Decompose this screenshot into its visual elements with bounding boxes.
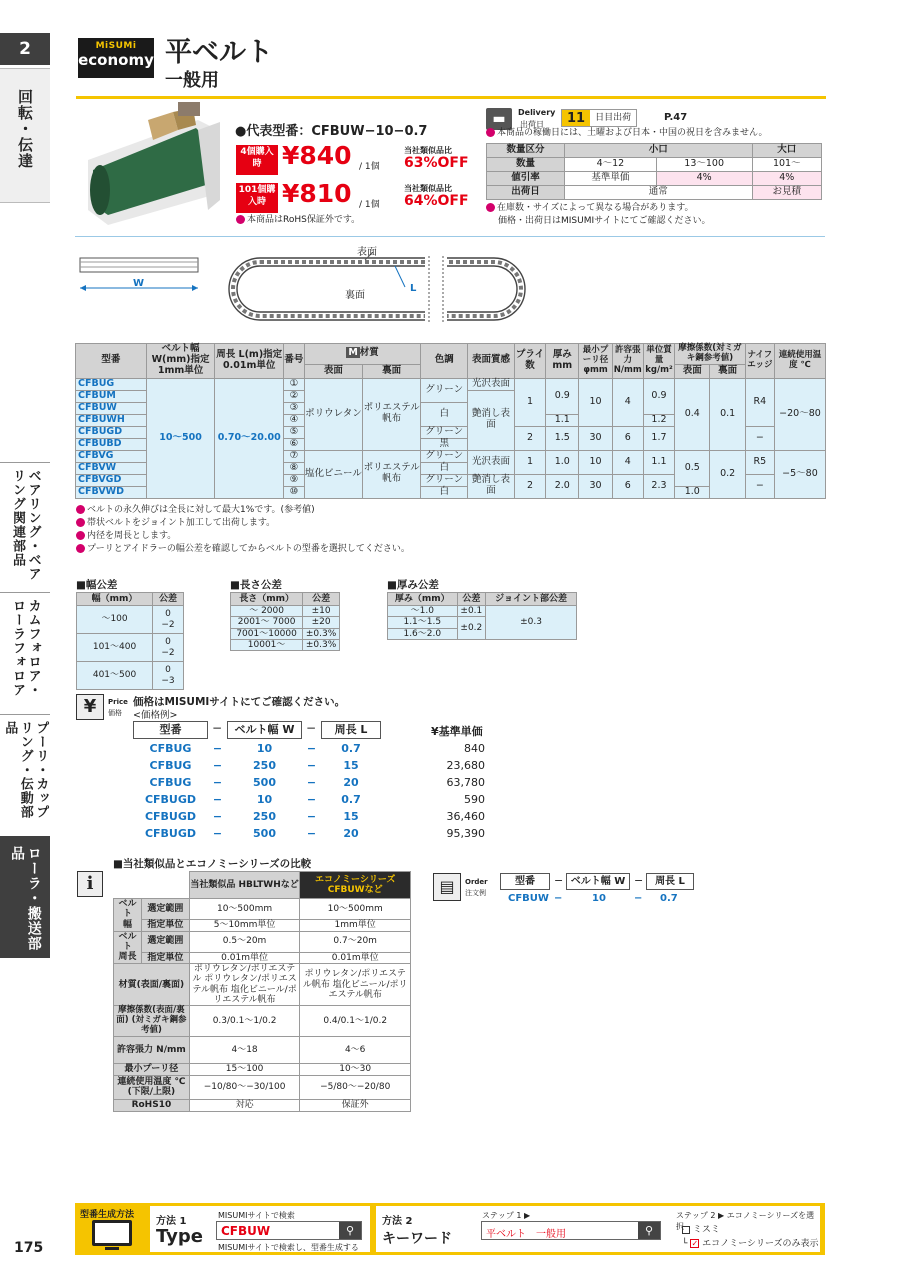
price-sublabel: 価格 xyxy=(108,709,122,717)
search-icon[interactable]: ⚲ xyxy=(638,1222,660,1239)
thickness-tolerance-table: 厚み（mm） 公差 ジョイント部公差 〜1.0 ±0.1 ±0.3 1.1〜1.5 ±0.2 1.6〜2.0 xyxy=(387,592,577,640)
side-tab-roller[interactable] xyxy=(0,836,50,958)
note-icon xyxy=(486,203,495,212)
price-header: 型番 − ベルト幅 W − 周長 L ¥基準単価 xyxy=(133,721,493,739)
spec-notes: ベルトの永久伸びは全長に対して最大1%です。(参考値) 帯状ベルトをジョイント加工して出荷します。 内径を周長とします。 プーリとアイドラーの幅公差を確認してからベルトの型番を選択してください。 xyxy=(76,504,410,556)
comparison-table: 当社類似品 HBLTWHなど エコノミーシリーズ CFBUWなど ベルト 選定範囲 10〜500mm 10〜500mm 幅 指定単位 5〜10mm単位 1mm単位 ベルト 選定範囲 0.5〜20m 0.7〜20m 周長 指定単位 0.01m単位 0.01m単位 材質(表面/裏面) ポリウレタン/ポリエステル ポリウレタン/ポリエステル帆布 塩化ビニール/ポリエステル帆布 ポリウレタン/ポリエステル帆布 塩化ビニール/ポリエステル帆布 摩擦係数(表面/裏面) (対ミガキ鋼参考値) 0.3/0.1〜1/0.2 0.4/0.1〜1/0.2 許容張力 N/mm 4〜18 4〜6 最小プーリ径 15〜100 10〜30 連続使用温度 ℃ (下限/上限) −10/80〜−30/100 −5/80〜−20/80 RoHS10 対応 保証外 xyxy=(113,871,411,1112)
chapter-number: 2 xyxy=(19,39,31,59)
price-label: Price xyxy=(108,698,128,706)
monitor-stand xyxy=(105,1247,119,1250)
rohs-note: 本商品はRoHS保証外です。 xyxy=(236,214,360,227)
thickness-tolerance-title: ■厚み公差 xyxy=(387,579,439,591)
method-label: 型番生成方法 xyxy=(80,1210,135,1220)
outer-surface-label: 表面 xyxy=(357,247,377,258)
method-2-box: 方法 2 キーワード ステップ 1 ▶ 平ベルト 一般用 ⚲ ステップ 2 ▶ エコノミーシリーズを選択 ミスミ └ ✓ エコノミーシリーズのみ表示 xyxy=(376,1206,820,1252)
search-icon[interactable]: ⚲ xyxy=(339,1222,361,1239)
truck-icon: ▬ xyxy=(486,108,512,130)
width-label: W xyxy=(133,278,145,289)
note-icon xyxy=(236,215,245,224)
side-tab-bearing[interactable] xyxy=(0,462,50,587)
info-icon: i xyxy=(77,871,103,897)
delivery-label: Delivery xyxy=(518,108,556,117)
price-tier-1 xyxy=(236,143,468,177)
compare-label: 当社類似品比 xyxy=(404,184,452,193)
length-tolerance-title: ■長さ公差 xyxy=(230,579,282,591)
chapter-tab[interactable] xyxy=(0,33,50,65)
price-tier-2 xyxy=(236,181,468,215)
side-tab-rotation[interactable] xyxy=(0,68,50,203)
delivery-footnote: 在庫数・サイズによって異なる場合があります。 価格・出荷日はMISUMIサイトにてご確認ください。 xyxy=(486,202,826,228)
monitor-icon xyxy=(92,1220,132,1246)
width-tolerance-table: 幅（mm） 公差 〜100 0 −2 101〜400 0 −2 401〜500 0 −3 xyxy=(76,592,184,690)
side-tab-label: カムフォロア・ローラフォロア xyxy=(10,599,41,697)
option-misumi[interactable]: ミスミ xyxy=(682,1222,720,1235)
page-title: 平ベルト xyxy=(165,37,273,68)
side-tab-label: プーリ・カップリング・伝動部品 xyxy=(2,721,49,819)
note-icon xyxy=(76,518,85,527)
m-icon: M xyxy=(348,347,358,359)
belt-conveyor-image xyxy=(78,100,228,228)
delivery-note: 本商品の稼働日には、土曜および日本・中国の祝日を含みません。 xyxy=(486,127,826,140)
order-example-values: CFBUW − 10 − 0.7 xyxy=(508,893,678,904)
delivery-table: 数量区分 小口 大口 数量 4〜12 13〜100 101〜 値引率 基準単価 4% 4% 出荷日 通常 お見積 xyxy=(486,143,822,200)
length-tolerance-table: 長さ（mm） 公差 〜 2000 ±10 2001〜 7000 ±20 7001〜10000 ±0.3% 10001〜 ±0.3% xyxy=(230,592,340,651)
price-title: 価格はMISUMIサイトにてご確認ください。 xyxy=(133,696,346,708)
order-sublabel: 注文例 xyxy=(465,889,486,897)
comparison-title: ■当社類似品とエコノミーシリーズの比較 xyxy=(113,858,312,870)
order-label: Order xyxy=(465,878,488,886)
discount-rate: 63%OFF xyxy=(404,155,469,171)
side-tab-pulley[interactable] xyxy=(0,714,50,832)
price-icon: ¥ xyxy=(76,694,104,720)
page-subtitle: 一般用 xyxy=(165,70,219,91)
width-tolerance-title: ■幅公差 xyxy=(76,579,118,591)
note-icon xyxy=(76,505,85,514)
length-label: L xyxy=(410,283,417,294)
side-tab-cam[interactable] xyxy=(0,592,50,710)
checkbox-icon[interactable] xyxy=(682,1226,690,1234)
representative-model: ●代表型番：CFBUW−10−0.7 xyxy=(235,124,428,139)
unit-price: ¥840 xyxy=(282,141,352,170)
page-reference: P.47 xyxy=(664,112,688,123)
unit-label: / 1個 xyxy=(359,200,380,210)
belt-cross-section xyxy=(75,250,205,300)
side-tab-label: 回転・伝達 xyxy=(16,89,34,169)
side-tab-label: ローラ・搬送部品 xyxy=(9,846,42,951)
option-economy[interactable]: └ ✓ エコノミーシリーズのみ表示 xyxy=(682,1239,819,1249)
compare-label: 当社類似品比 xyxy=(404,146,452,155)
search-input[interactable]: CFBUW ⚲ xyxy=(216,1221,362,1240)
checked-checkbox-icon[interactable]: ✓ xyxy=(691,1239,699,1248)
note-icon xyxy=(76,531,85,540)
keyword-input[interactable]: 平ベルト 一般用 ⚲ xyxy=(481,1221,661,1240)
delivery-days: 11 日目出荷 xyxy=(561,109,637,127)
misumi-economy-logo: MiSUMi economy xyxy=(78,38,154,78)
note-icon xyxy=(486,128,495,137)
side-tab-label: ベアリング・ベアリング関連部品 xyxy=(10,469,41,581)
note-icon xyxy=(76,544,85,553)
method-1-box: 方法 1 Type MISUMIサイトで検索 CFBUW ⚲ MISUMIサイトで検索し、型番生成する xyxy=(150,1206,370,1252)
qty-badge: 101個購入時 xyxy=(236,183,278,213)
order-header: 型番 − ベルト幅 W − 周長 L xyxy=(500,873,690,890)
discount-rate: 64%OFF xyxy=(404,193,469,209)
unit-label: / 1個 xyxy=(359,162,380,172)
inner-surface-label: 裏面 xyxy=(345,290,365,301)
price-example-table: CFBUG − 10 − 0.7 840 CFBUG − 250 − 15 23,680 CFBUG − 500 − 20 63,780 CFBUGD − 10 − 0.7 590 CFBUGD − 250 − 15 36,460 CFBUGD − 500 − 20 95,390 xyxy=(144,742,485,841)
price-example-label: <価格例> xyxy=(133,710,178,721)
unit-price: ¥810 xyxy=(282,179,352,208)
page-number: 175 xyxy=(14,1240,44,1256)
spec-table: 型番 ベルト幅 W(mm)指定1mm単位 周長 L(m)指定0.01m単位 番号 M 材質 色調 表面質感 プライ数 厚み mm 最小プーリ径 φmm 許容張力 N/mm 単位質量 kg/m² 摩擦係数(対ミガキ鋼参考値) ナイフエッジ 連続使用温度 ℃ 表面 裏面 表面 裏面 CFBUG 10〜500 0.70〜20.00 ① ポリウレタン ポリエステル帆布 グリーン 光沢表面 1 0.9 10 4 0.9 0.4 0.1 R4 −20〜80 CFBUM ② 艶消し表面 CFBUW ③ 白 CFBUWH ④ 1.1 1.2 CFBUGD ⑤ グリーン 2 1.5 30 6 1.7 − CFBUBD ⑥ 黒 CFBVG ⑦ 塩化ビニール ポリエステル帆布 グリーン 光沢表面 1 1.0 10 4 1.1 0.5 0.2 R5 −5〜80 CFBVW ⑧ 白 CFBVGD ⑨ グリーン 艶消し表面 2 2.0 30 6 2.3 − CFBVWD ⑩ 白 1.0 xyxy=(75,343,826,499)
header-divider xyxy=(76,96,826,99)
qty-badge: 4個購入時 xyxy=(236,145,278,175)
belt-loop-diagram xyxy=(225,252,530,327)
cart-icon: ▤ xyxy=(433,873,461,901)
delivery-sublabel: 出荷日 xyxy=(520,120,544,129)
